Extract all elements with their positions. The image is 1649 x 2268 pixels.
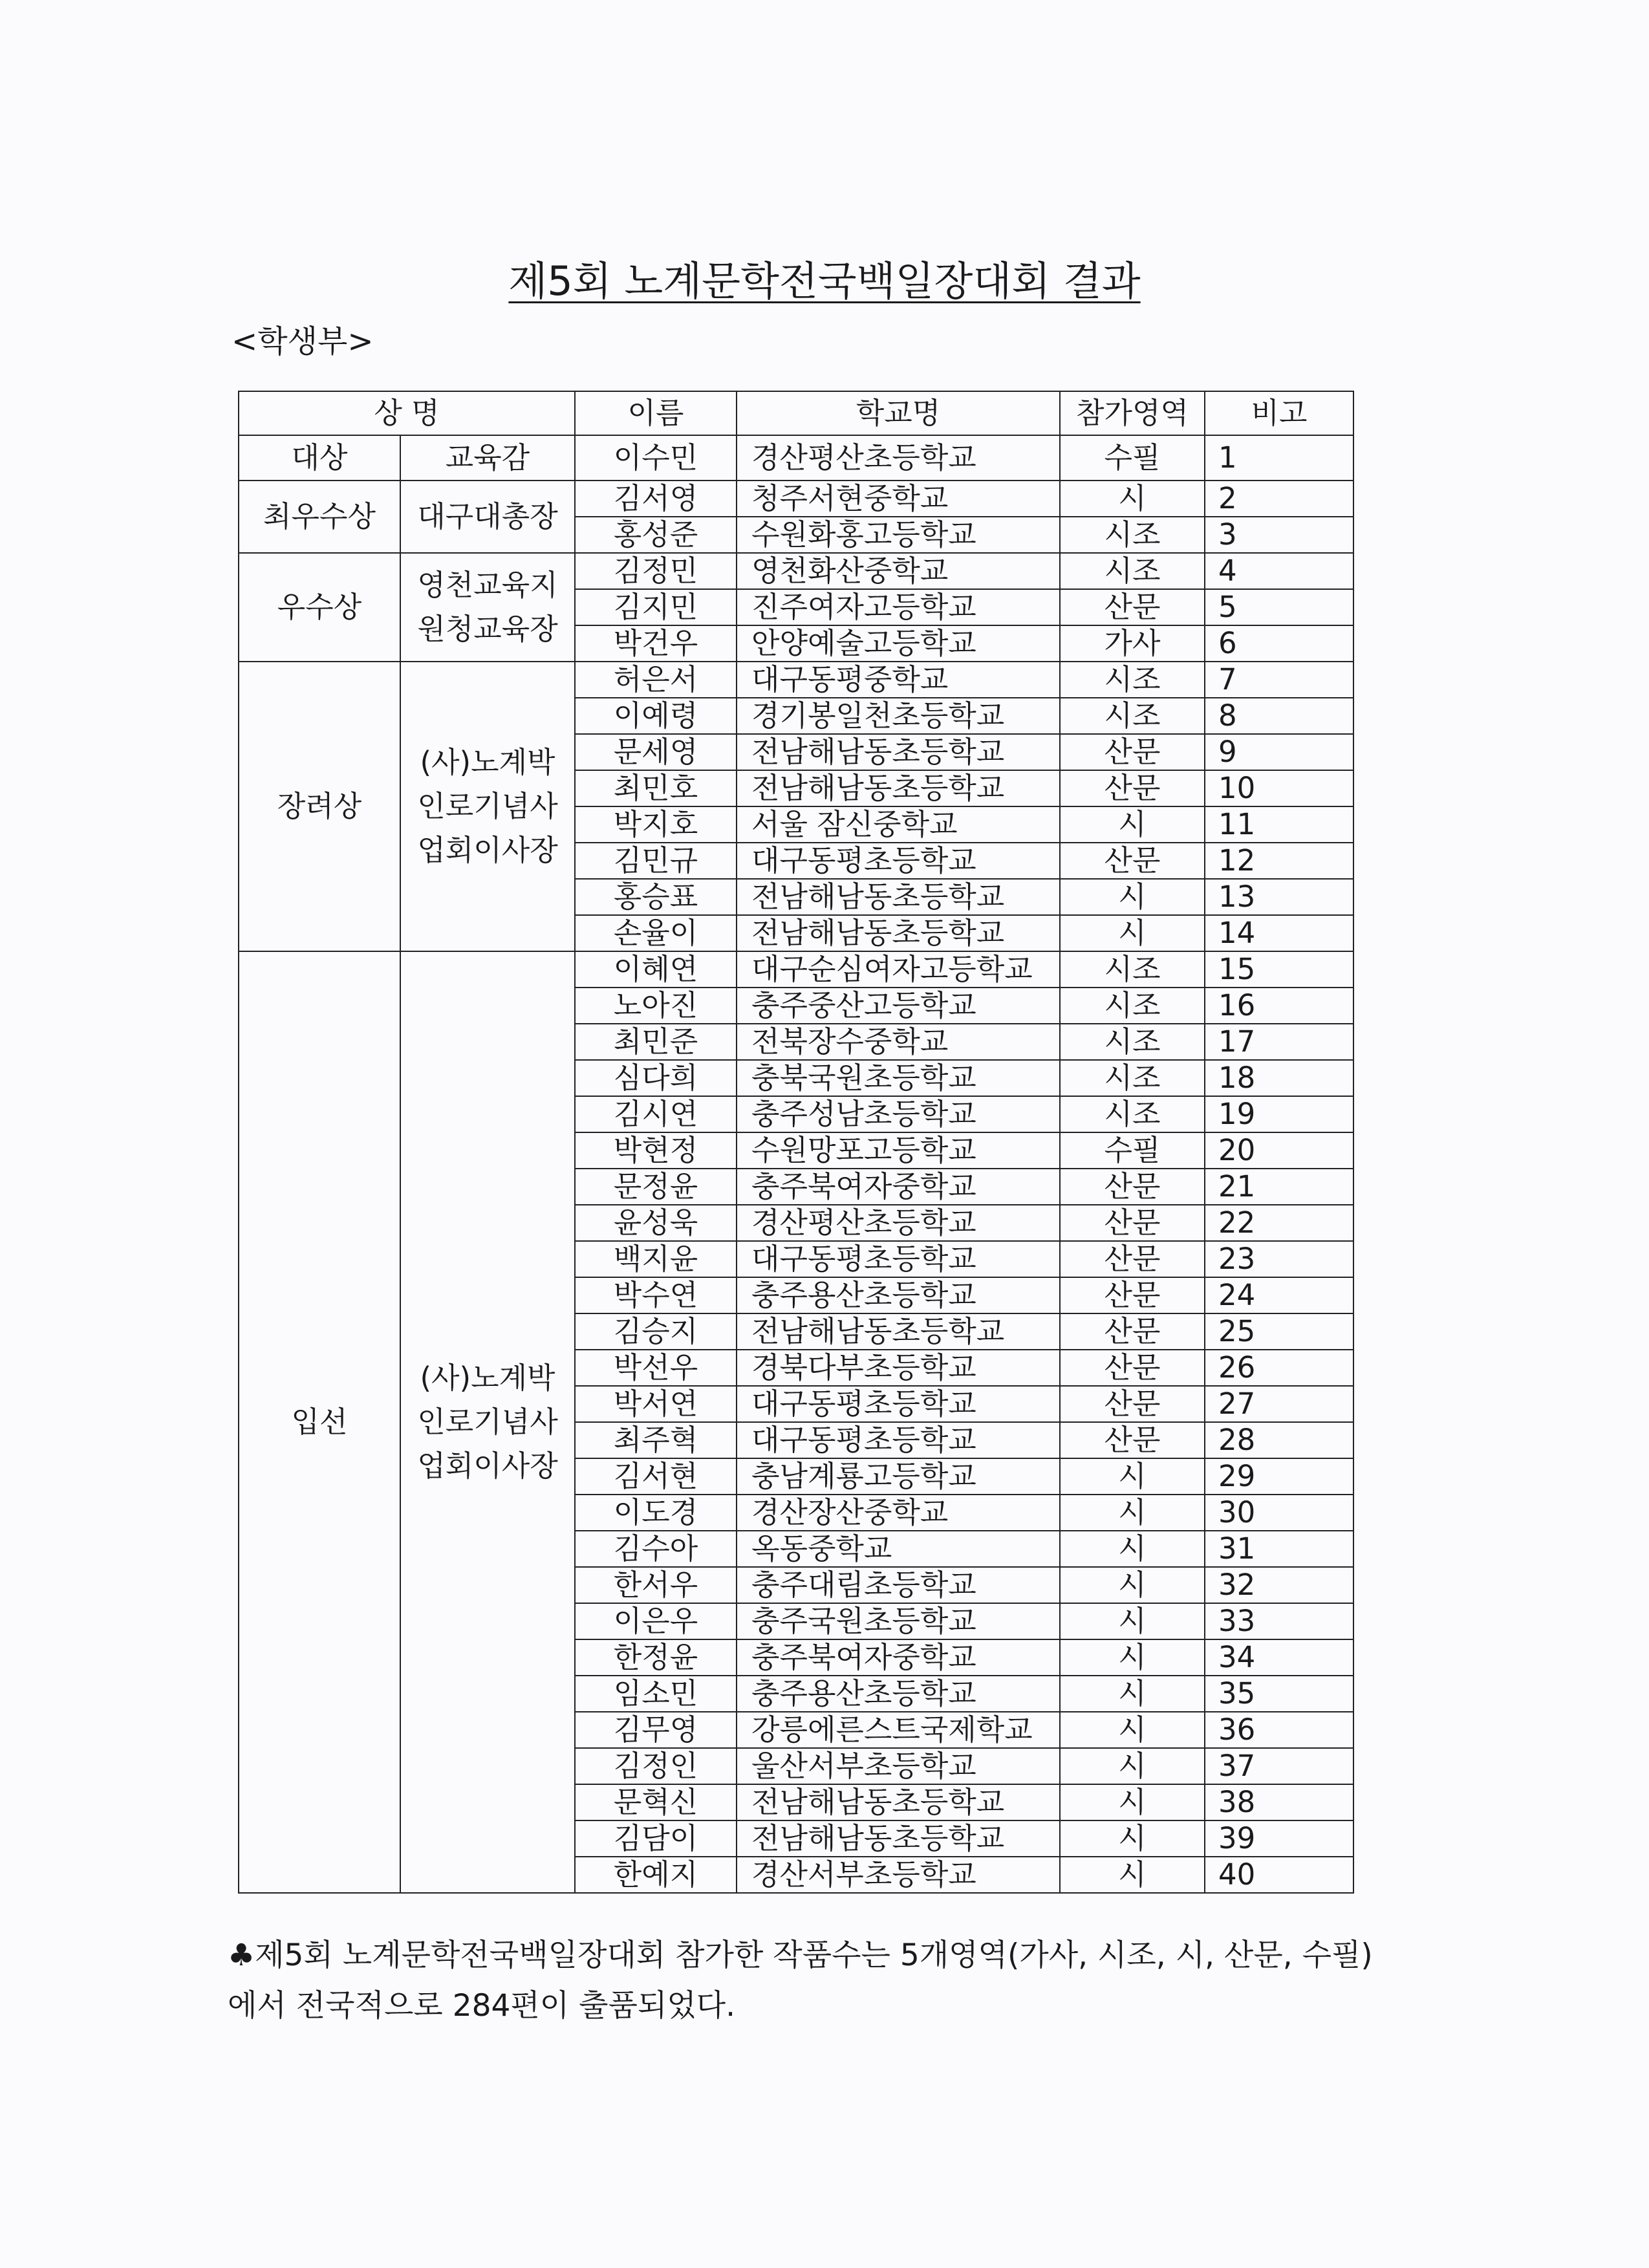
school-cell: 충주북여자중학교 — [737, 1639, 1060, 1676]
school-cell: 대구동평초등학교 — [737, 1241, 1060, 1277]
note-cell: 3 — [1205, 517, 1353, 553]
name-cell: 심다희 — [575, 1060, 737, 1096]
field-cell: 시 — [1060, 1531, 1205, 1567]
field-cell: 시 — [1060, 1639, 1205, 1676]
school-cell: 경기봉일천초등학교 — [737, 698, 1060, 734]
note-cell: 15 — [1205, 951, 1353, 988]
school-cell: 경북다부초등학교 — [737, 1350, 1060, 1386]
note-cell: 22 — [1205, 1205, 1353, 1241]
award-name-cell: 최우수상 — [239, 481, 400, 553]
award-giver-line: 인로기념사 — [417, 789, 558, 823]
note-cell: 11 — [1205, 806, 1353, 843]
field-cell: 시 — [1060, 915, 1205, 951]
header-field: 참가영역 — [1060, 391, 1205, 435]
note-cell: 34 — [1205, 1639, 1353, 1676]
note-cell: 17 — [1205, 1024, 1353, 1060]
note-cell: 20 — [1205, 1132, 1353, 1169]
field-cell: 수필 — [1060, 435, 1205, 481]
school-cell: 대구순심여자고등학교 — [737, 951, 1060, 988]
note-cell: 24 — [1205, 1277, 1353, 1313]
name-cell: 이수민 — [575, 435, 737, 481]
field-cell: 산문 — [1060, 734, 1205, 770]
school-cell: 경산평산초등학교 — [737, 1205, 1060, 1241]
name-cell: 문정윤 — [575, 1169, 737, 1205]
name-cell: 김정민 — [575, 553, 737, 589]
note-cell: 37 — [1205, 1748, 1353, 1784]
field-cell: 산문 — [1060, 1350, 1205, 1386]
field-cell: 시조 — [1060, 951, 1205, 988]
award-name-cell: 우수상 — [239, 553, 400, 662]
field-cell: 시조 — [1060, 517, 1205, 553]
table-row — [239, 481, 1353, 517]
field-cell: 수필 — [1060, 1132, 1205, 1169]
field-cell: 시 — [1060, 1458, 1205, 1495]
table-row — [239, 435, 1353, 481]
field-cell: 시 — [1060, 1676, 1205, 1712]
note-cell: 23 — [1205, 1241, 1353, 1277]
note-cell: 14 — [1205, 915, 1353, 951]
name-cell: 최민준 — [575, 1024, 737, 1060]
note-cell: 7 — [1205, 662, 1353, 698]
note-cell: 25 — [1205, 1313, 1353, 1350]
field-cell: 산문 — [1060, 1386, 1205, 1422]
table-row — [239, 951, 1353, 988]
name-cell: 김시연 — [575, 1096, 737, 1132]
field-cell: 시 — [1060, 1820, 1205, 1857]
name-cell: 최민호 — [575, 770, 737, 806]
note-cell: 8 — [1205, 698, 1353, 734]
award-giver-line: 교육감 — [445, 440, 530, 475]
field-cell: 시 — [1060, 1567, 1205, 1603]
name-cell: 박수연 — [575, 1277, 737, 1313]
school-cell: 서울 잠신중학교 — [737, 806, 1060, 843]
field-cell: 산문 — [1060, 1313, 1205, 1350]
award-giver-line: (사)노계박 — [420, 745, 555, 779]
note-cell: 26 — [1205, 1350, 1353, 1386]
footnote-text: 제5회 노계문학전국백일장대회 참가한 작품수는 5개영역(가사, 시조, 시, 산문, 수필)에서 전국적으로 284편이 출품되었다. — [228, 1938, 1373, 2024]
name-cell: 박지호 — [575, 806, 737, 843]
field-cell: 시 — [1060, 1603, 1205, 1639]
award-giver-line: 업회이사장 — [417, 1449, 558, 1483]
section-label: <학생부> — [232, 323, 374, 360]
table-body — [239, 435, 1353, 1893]
field-cell: 시조 — [1060, 1096, 1205, 1132]
name-cell: 한서우 — [575, 1567, 737, 1603]
note-cell: 10 — [1205, 770, 1353, 806]
school-cell: 수원화홍고등학교 — [737, 517, 1060, 553]
school-cell: 충북국원초등학교 — [737, 1060, 1060, 1096]
award-giver-cell — [400, 662, 575, 951]
note-cell: 28 — [1205, 1422, 1353, 1458]
school-cell: 전남해남동초등학교 — [737, 1820, 1060, 1857]
note-cell: 27 — [1205, 1386, 1353, 1422]
field-cell: 산문 — [1060, 1169, 1205, 1205]
name-cell: 허은서 — [575, 662, 737, 698]
name-cell: 노아진 — [575, 988, 737, 1024]
school-cell: 충주국원초등학교 — [737, 1603, 1060, 1639]
name-cell: 한정윤 — [575, 1639, 737, 1676]
school-cell: 대구동평초등학교 — [737, 843, 1060, 879]
field-cell: 시 — [1060, 1748, 1205, 1784]
note-cell: 18 — [1205, 1060, 1353, 1096]
club-icon: ♣ — [228, 1938, 255, 1973]
school-cell: 전남해남동초등학교 — [737, 915, 1060, 951]
award-name-cell: 장려상 — [239, 662, 400, 951]
note-cell: 5 — [1205, 589, 1353, 625]
name-cell: 김정인 — [575, 1748, 737, 1784]
field-cell: 시 — [1060, 879, 1205, 915]
school-cell: 대구동평초등학교 — [737, 1422, 1060, 1458]
name-cell: 박선우 — [575, 1350, 737, 1386]
field-cell: 시조 — [1060, 988, 1205, 1024]
award-giver-line: 원청교육장 — [417, 612, 558, 646]
name-cell: 이은우 — [575, 1603, 737, 1639]
name-cell: 백지윤 — [575, 1241, 737, 1277]
footnote — [228, 1930, 1379, 2031]
name-cell: 홍성준 — [575, 517, 737, 553]
school-cell: 전남해남동초등학교 — [737, 1313, 1060, 1350]
field-cell: 시 — [1060, 1712, 1205, 1748]
school-cell: 영천화산중학교 — [737, 553, 1060, 589]
header-name: 이름 — [575, 391, 737, 435]
name-cell: 김승지 — [575, 1313, 737, 1350]
school-cell: 경산서부초등학교 — [737, 1857, 1060, 1893]
school-cell: 울산서부초등학교 — [737, 1748, 1060, 1784]
name-cell: 김민규 — [575, 843, 737, 879]
award-name-cell: 대상 — [239, 435, 400, 481]
school-cell: 전남해남동초등학교 — [737, 879, 1060, 915]
name-cell: 김서영 — [575, 481, 737, 517]
note-cell: 30 — [1205, 1495, 1353, 1531]
note-cell: 39 — [1205, 1820, 1353, 1857]
school-cell: 대구동평중학교 — [737, 662, 1060, 698]
school-cell: 대구동평초등학교 — [737, 1386, 1060, 1422]
name-cell: 박현정 — [575, 1132, 737, 1169]
name-cell: 최주혁 — [575, 1422, 737, 1458]
note-cell: 40 — [1205, 1857, 1353, 1893]
field-cell: 시 — [1060, 1857, 1205, 1893]
field-cell: 시 — [1060, 481, 1205, 517]
name-cell: 손율이 — [575, 915, 737, 951]
school-cell: 경산장산중학교 — [737, 1495, 1060, 1531]
school-cell: 경산평산초등학교 — [737, 435, 1060, 481]
results-table — [238, 391, 1354, 1894]
school-cell: 안양예술고등학교 — [737, 625, 1060, 662]
document-title: 제5회 노계문학전국백일장대회 결과 — [508, 257, 1141, 305]
school-cell: 충주용산초등학교 — [737, 1676, 1060, 1712]
award-name-cell: 입선 — [239, 951, 400, 1893]
name-cell: 한예지 — [575, 1857, 737, 1893]
award-giver-cell — [400, 951, 575, 1893]
name-cell: 김무영 — [575, 1712, 737, 1748]
school-cell: 충주용산초등학교 — [737, 1277, 1060, 1313]
table-row — [239, 662, 1353, 698]
field-cell: 산문 — [1060, 770, 1205, 806]
name-cell: 홍승표 — [575, 879, 737, 915]
name-cell: 이혜연 — [575, 951, 737, 988]
header-award: 상 명 — [239, 391, 575, 435]
school-cell: 청주서현중학교 — [737, 481, 1060, 517]
note-cell: 32 — [1205, 1567, 1353, 1603]
note-cell: 31 — [1205, 1531, 1353, 1567]
field-cell: 시조 — [1060, 553, 1205, 589]
note-cell: 4 — [1205, 553, 1353, 589]
field-cell: 산문 — [1060, 1241, 1205, 1277]
award-giver-cell — [400, 481, 575, 553]
note-cell: 12 — [1205, 843, 1353, 879]
note-cell: 19 — [1205, 1096, 1353, 1132]
name-cell: 윤성욱 — [575, 1205, 737, 1241]
note-cell: 29 — [1205, 1458, 1353, 1495]
name-cell: 이도경 — [575, 1495, 737, 1531]
award-giver-line: 영천교육지 — [417, 568, 558, 602]
note-cell: 6 — [1205, 625, 1353, 662]
name-cell: 김서현 — [575, 1458, 737, 1495]
name-cell: 문세영 — [575, 734, 737, 770]
field-cell: 산문 — [1060, 1205, 1205, 1241]
name-cell: 박서연 — [575, 1386, 737, 1422]
table-header-row — [239, 391, 1353, 435]
note-cell: 33 — [1205, 1603, 1353, 1639]
note-cell: 16 — [1205, 988, 1353, 1024]
school-cell: 충주대림초등학교 — [737, 1567, 1060, 1603]
note-cell: 36 — [1205, 1712, 1353, 1748]
award-giver-cell — [400, 553, 575, 662]
school-cell: 수원망포고등학교 — [737, 1132, 1060, 1169]
school-cell: 옥동중학교 — [737, 1531, 1060, 1567]
school-cell: 충남계룡고등학교 — [737, 1458, 1060, 1495]
field-cell: 산문 — [1060, 1422, 1205, 1458]
header-school: 학교명 — [737, 391, 1060, 435]
note-cell: 1 — [1205, 435, 1353, 481]
table-row — [239, 553, 1353, 589]
school-cell: 충주성남초등학교 — [737, 1096, 1060, 1132]
school-cell: 전남해남동초등학교 — [737, 1784, 1060, 1820]
note-cell: 2 — [1205, 481, 1353, 517]
award-giver-line: 대구대총장 — [417, 499, 558, 534]
award-giver-line: (사)노계박 — [420, 1361, 555, 1395]
field-cell: 시조 — [1060, 662, 1205, 698]
field-cell: 시 — [1060, 1784, 1205, 1820]
school-cell: 전북장수중학교 — [737, 1024, 1060, 1060]
note-cell: 38 — [1205, 1784, 1353, 1820]
field-cell: 가사 — [1060, 625, 1205, 662]
award-giver-cell — [400, 435, 575, 481]
school-cell: 충주북여자중학교 — [737, 1169, 1060, 1205]
note-cell: 13 — [1205, 879, 1353, 915]
award-giver-line: 업회이사장 — [417, 833, 558, 867]
school-cell: 전남해남동초등학교 — [737, 734, 1060, 770]
field-cell: 시조 — [1060, 1060, 1205, 1096]
field-cell: 산문 — [1060, 1277, 1205, 1313]
award-giver-line: 인로기념사 — [417, 1405, 558, 1439]
field-cell: 산문 — [1060, 589, 1205, 625]
header-note: 비고 — [1205, 391, 1353, 435]
note-cell: 9 — [1205, 734, 1353, 770]
name-cell: 김담이 — [575, 1820, 737, 1857]
school-cell: 강릉에른스트국제학교 — [737, 1712, 1060, 1748]
note-cell: 35 — [1205, 1676, 1353, 1712]
school-cell: 충주중산고등학교 — [737, 988, 1060, 1024]
name-cell: 문혁신 — [575, 1784, 737, 1820]
name-cell: 박건우 — [575, 625, 737, 662]
name-cell: 이예령 — [575, 698, 737, 734]
school-cell: 진주여자고등학교 — [737, 589, 1060, 625]
name-cell: 김수아 — [575, 1531, 737, 1567]
field-cell: 시조 — [1060, 1024, 1205, 1060]
name-cell: 김지민 — [575, 589, 737, 625]
name-cell: 임소민 — [575, 1676, 737, 1712]
field-cell: 산문 — [1060, 843, 1205, 879]
note-cell: 21 — [1205, 1169, 1353, 1205]
field-cell: 시 — [1060, 806, 1205, 843]
school-cell: 전남해남동초등학교 — [737, 770, 1060, 806]
field-cell: 시 — [1060, 1495, 1205, 1531]
field-cell: 시조 — [1060, 698, 1205, 734]
